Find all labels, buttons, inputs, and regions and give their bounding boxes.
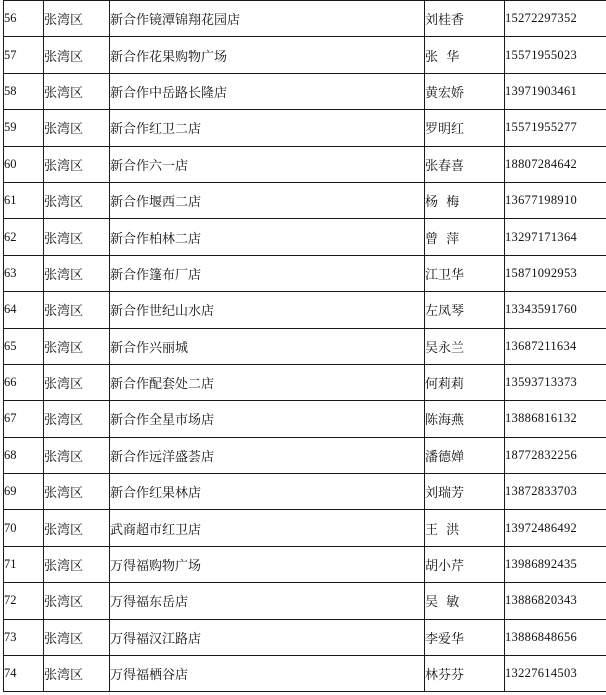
- row-number: 63: [4, 255, 44, 291]
- phone-number-cell: 15871092953: [505, 255, 606, 291]
- district-cell: 张湾区: [44, 364, 110, 400]
- phone-number-cell: 13227614503: [505, 656, 606, 692]
- contact-person-cell: 何莉莉: [425, 364, 505, 400]
- contact-person-cell: 黄宏娇: [425, 73, 505, 109]
- table-row: [4, 110, 606, 146]
- table-row: [4, 364, 606, 400]
- district-cell: 张湾区: [44, 546, 110, 582]
- table-row: [4, 219, 606, 255]
- contact-person-cell: 杨 梅: [425, 182, 505, 218]
- contact-person-cell: 左凤琴: [425, 292, 505, 328]
- table-row: [4, 255, 606, 291]
- district-cell: 张湾区: [44, 219, 110, 255]
- store-name-cell: 万得福汉江路店: [110, 619, 425, 655]
- district-cell: 张湾区: [44, 328, 110, 364]
- contact-person-cell: 刘桂香: [425, 1, 505, 37]
- district-cell: 张湾区: [44, 37, 110, 73]
- district-cell: 张湾区: [44, 401, 110, 437]
- contact-person-cell: 胡小芹: [425, 546, 505, 582]
- row-number: 56: [4, 1, 44, 37]
- contact-person-cell: 曾 萍: [425, 219, 505, 255]
- store-name-cell: 新合作红果林店: [110, 474, 425, 510]
- contact-person-cell: 吴 敏: [425, 583, 505, 619]
- phone-number-cell: 13593713373: [505, 364, 606, 400]
- district-cell: 张湾区: [44, 583, 110, 619]
- row-number: 67: [4, 401, 44, 437]
- table-row: [4, 510, 606, 546]
- table-row: [4, 546, 606, 582]
- store-name-cell: 新合作世纪山水店: [110, 292, 425, 328]
- table-row: [4, 37, 606, 73]
- store-name-cell: 新合作配套处二店: [110, 364, 425, 400]
- district-cell: 张湾区: [44, 182, 110, 218]
- phone-number-cell: 15571955277: [505, 110, 606, 146]
- phone-number-cell: 13872833703: [505, 474, 606, 510]
- contact-person-cell: 王 洪: [425, 510, 505, 546]
- store-name-cell: 新合作花果购物广场: [110, 37, 425, 73]
- store-name-cell: 新合作镜潭锦翔花园店: [110, 1, 425, 37]
- district-cell: 张湾区: [44, 1, 110, 37]
- store-list-table: [3, 0, 606, 692]
- store-name-cell: 新合作堰西二店: [110, 182, 425, 218]
- row-number: 65: [4, 328, 44, 364]
- store-name-cell: 新合作红卫二店: [110, 110, 425, 146]
- district-cell: 张湾区: [44, 510, 110, 546]
- store-name-cell: 新合作柏林二店: [110, 219, 425, 255]
- row-number: 64: [4, 292, 44, 328]
- row-number: 71: [4, 546, 44, 582]
- table-row: [4, 146, 606, 182]
- table-row: [4, 474, 606, 510]
- row-number: 59: [4, 110, 44, 146]
- table-row: [4, 583, 606, 619]
- table-row: [4, 73, 606, 109]
- phone-number-cell: 13886848656: [505, 619, 606, 655]
- phone-number-cell: 13972486492: [505, 510, 606, 546]
- store-name-cell: 新合作全星市场店: [110, 401, 425, 437]
- table-row: [4, 437, 606, 473]
- contact-person-cell: 张春喜: [425, 146, 505, 182]
- row-number: 69: [4, 474, 44, 510]
- store-name-cell: 万得福东岳店: [110, 583, 425, 619]
- district-cell: 张湾区: [44, 437, 110, 473]
- phone-number-cell: 13886820343: [505, 583, 606, 619]
- contact-person-cell: 李爱华: [425, 619, 505, 655]
- row-number: 70: [4, 510, 44, 546]
- phone-number-cell: 13886816132: [505, 401, 606, 437]
- phone-number-cell: 13687211634: [505, 328, 606, 364]
- contact-person-cell: 刘瑞芳: [425, 474, 505, 510]
- contact-person-cell: 林芬芬: [425, 656, 505, 692]
- row-number: 68: [4, 437, 44, 473]
- contact-person-cell: 吴永兰: [425, 328, 505, 364]
- contact-person-cell: 陈海燕: [425, 401, 505, 437]
- table-row: [4, 401, 606, 437]
- phone-number-cell: 15571955023: [505, 37, 606, 73]
- district-cell: 张湾区: [44, 292, 110, 328]
- row-number: 62: [4, 219, 44, 255]
- row-number: 73: [4, 619, 44, 655]
- row-number: 74: [4, 656, 44, 692]
- store-list-body: [4, 1, 606, 692]
- table-row: [4, 292, 606, 328]
- contact-person-cell: 潘德婵: [425, 437, 505, 473]
- phone-number-cell: 13971903461: [505, 73, 606, 109]
- store-name-cell: 新合作中岳路长隆店: [110, 73, 425, 109]
- district-cell: 张湾区: [44, 110, 110, 146]
- district-cell: 张湾区: [44, 619, 110, 655]
- row-number: 58: [4, 73, 44, 109]
- phone-number-cell: 13986892435: [505, 546, 606, 582]
- table-row: [4, 328, 606, 364]
- district-cell: 张湾区: [44, 73, 110, 109]
- contact-person-cell: 江卫华: [425, 255, 505, 291]
- phone-number-cell: 18772832256: [505, 437, 606, 473]
- row-number: 61: [4, 182, 44, 218]
- table-row: [4, 619, 606, 655]
- store-name-cell: 武商超市红卫店: [110, 510, 425, 546]
- row-number: 66: [4, 364, 44, 400]
- row-number: 72: [4, 583, 44, 619]
- store-name-cell: 新合作兴丽城: [110, 328, 425, 364]
- table-row: [4, 656, 606, 692]
- phone-number-cell: 15272297352: [505, 1, 606, 37]
- table-row: [4, 1, 606, 37]
- row-number: 57: [4, 37, 44, 73]
- row-number: 60: [4, 146, 44, 182]
- store-name-cell: 新合作篷布厂店: [110, 255, 425, 291]
- phone-number-cell: 18807284642: [505, 146, 606, 182]
- district-cell: 张湾区: [44, 474, 110, 510]
- contact-person-cell: 罗明红: [425, 110, 505, 146]
- district-cell: 张湾区: [44, 255, 110, 291]
- store-name-cell: 新合作六一店: [110, 146, 425, 182]
- table-row: [4, 182, 606, 218]
- contact-person-cell: 张 华: [425, 37, 505, 73]
- district-cell: 张湾区: [44, 146, 110, 182]
- district-cell: 张湾区: [44, 656, 110, 692]
- store-name-cell: 万得福购物广场: [110, 546, 425, 582]
- phone-number-cell: 13677198910: [505, 182, 606, 218]
- store-name-cell: 万得福栖谷店: [110, 656, 425, 692]
- store-name-cell: 新合作远洋盛荟店: [110, 437, 425, 473]
- phone-number-cell: 13343591760: [505, 292, 606, 328]
- phone-number-cell: 13297171364: [505, 219, 606, 255]
